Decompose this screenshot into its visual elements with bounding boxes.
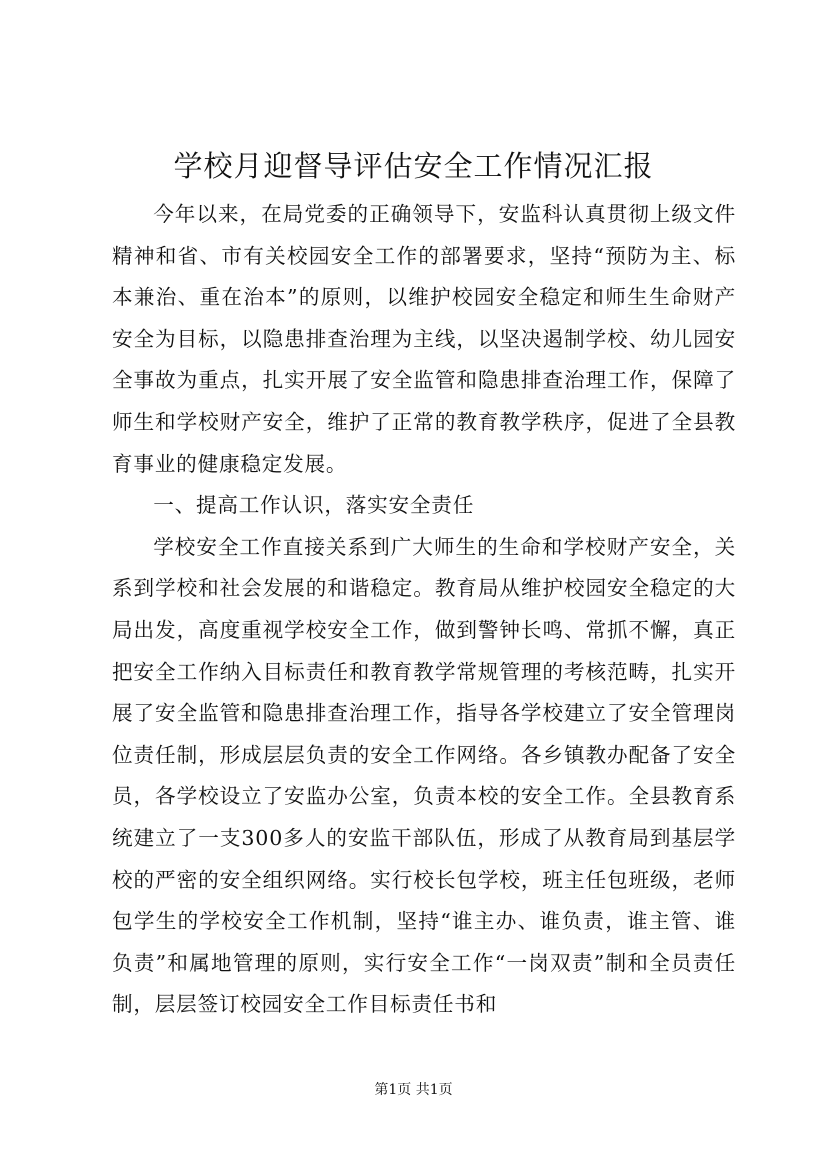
document-title: 学校月迎督导评估安全工作情况汇报 (173, 149, 654, 183)
section-paragraph: 学校安全工作直接关系到广大师生的生命和学校财产安全，关系到学校和社会发展的和谐稳定。教育局从维护校园安全稳定的大局出发，高度重视学校安全工作，做到警钟长鸣、常抓不懈，真正把安全工作纳入目标责任和教育教学常规管理的考核范畴，扎实开展了安全监管和隐患排查治理工作，指导各学校建立了安全管理岗位责任制，形成层层负责的安全工作网络。各乡镇教办配备了安全员，各学校设立了安监办公室，负责本校的安全工作。全县教育系统建立了一支300多人的安监干部队伍，形成了从教育局到基层学校的严密的安全组织网络。实行校长包学校，班主任包班级，老师包学生的学校安全工作机制，坚持“谁主办、谁负责，谁主管、谁负责”和属地管理的原则，实行安全工作“一岗双责”制和全员责任制，层层签订校园安全工作目标责任书和 (112, 534, 736, 1017)
section-heading: 一、提高工作认识，落实安全责任 (153, 493, 475, 518)
intro-paragraph: 今年以来，在局党委的正确领导下，安监科认真贯彻上级文件精神和省、市有关校园安全工作的部署要求，坚持“预防为主、标本兼治、重在治本”的原则，以维护校园安全稳定和师生生命财产安全为目标，以隐患排查治理为主线，以坚决遏制学校、幼儿园安全事故为重点，扎实开展了安全监管和隐患排查治理工作，保障了师生和学校财产安全，维护了正常的教育教学秩序，促进了全县教育事业的健康稳定发展。 (112, 202, 736, 476)
page-footer: 第1页 共1页 (374, 1082, 453, 1098)
document-body (112, 194, 736, 1026)
